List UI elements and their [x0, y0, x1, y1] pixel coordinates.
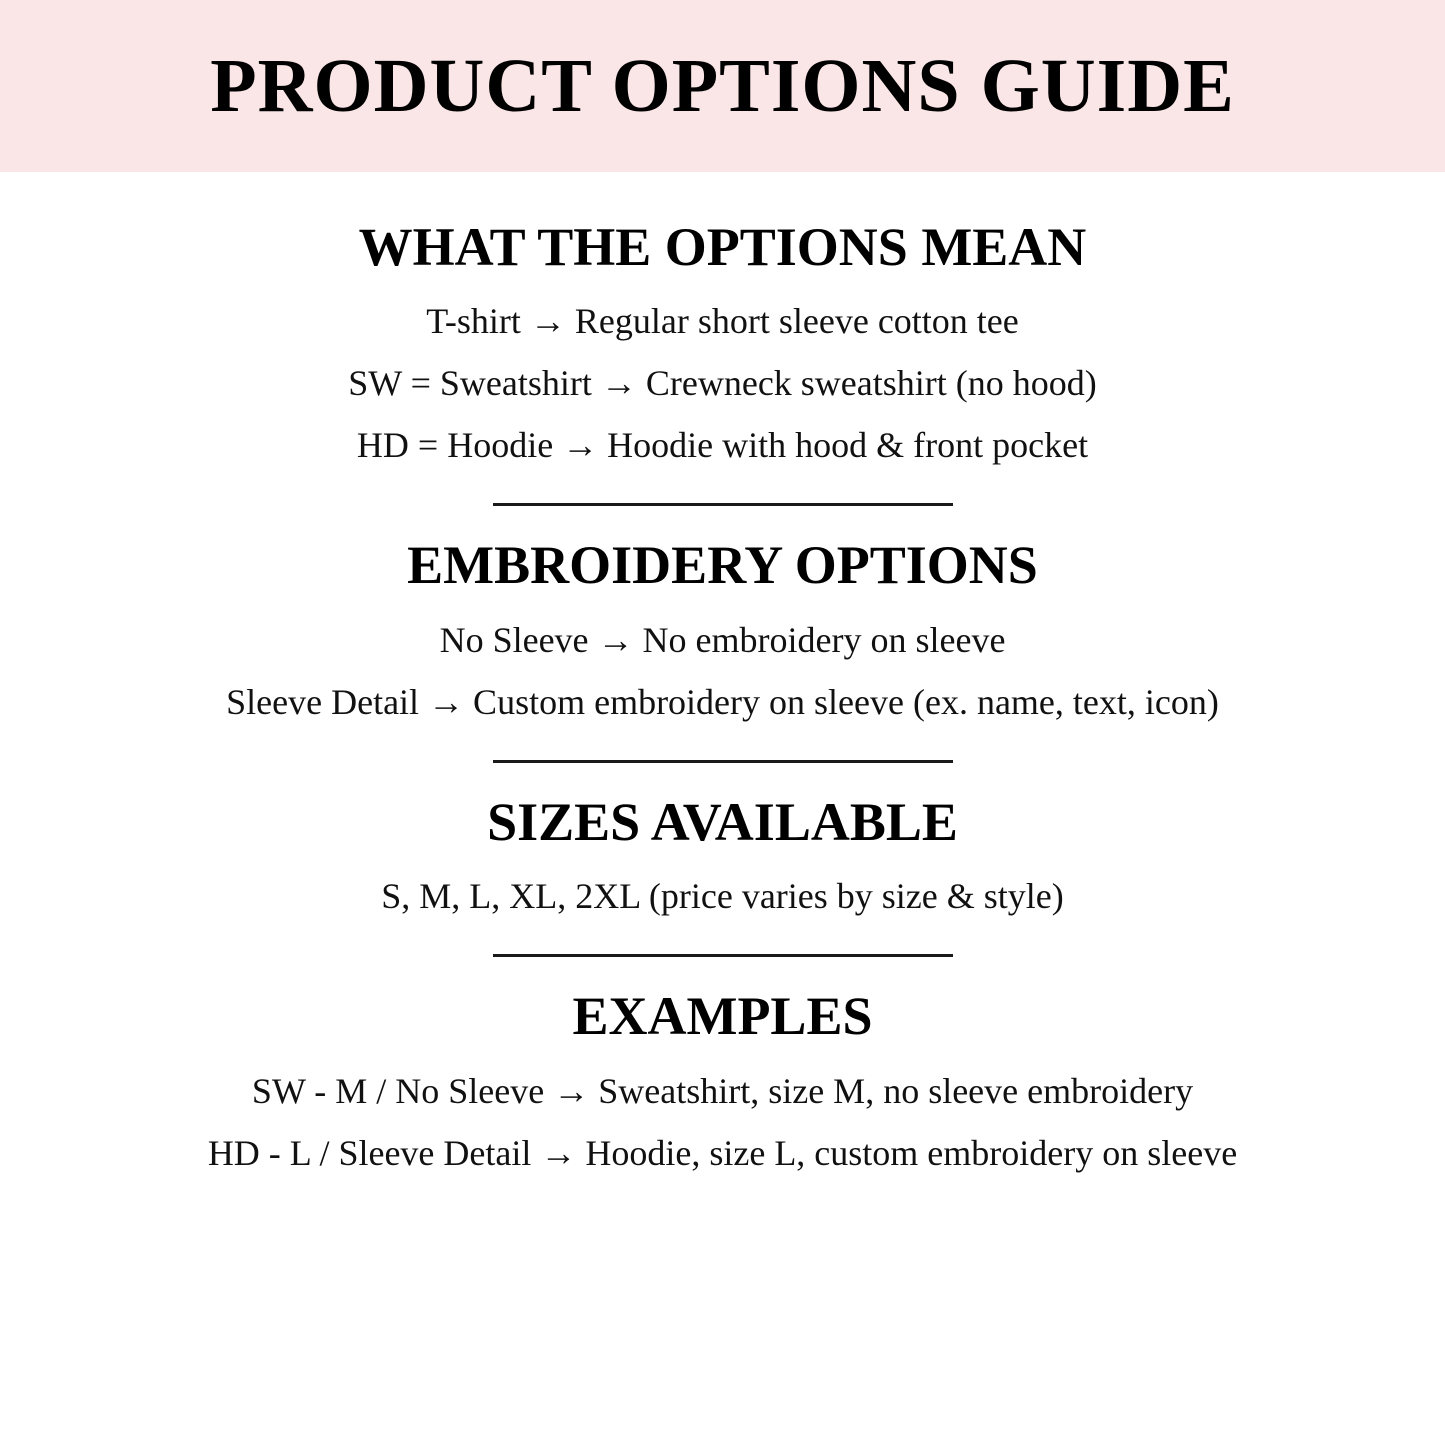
section-heading: EMBROIDERY OPTIONS [407, 535, 1038, 596]
guide-content [0, 172, 1445, 1445]
section-line: S, M, L, XL, 2XL (price varies by size & style) [381, 876, 1064, 917]
section-line: T-shirt → Regular short sleeve cotton tee [426, 301, 1019, 342]
section-heading: EXAMPLES [572, 986, 873, 1047]
section-embroidery-options [24, 506, 1421, 722]
section-line: HD - L / Sleeve Detail → Hoodie, size L, custom embroidery on sleeve [207, 1132, 1238, 1173]
section-line: No Sleeve → No embroidery on sleeve [439, 619, 1006, 660]
page-title: PRODUCT OPTIONS GUIDE [210, 44, 1235, 128]
section-line: SW = Sweatshirt → Crewneck sweatshirt (no hood) [348, 363, 1097, 404]
section-heading: WHAT THE OPTIONS MEAN [358, 217, 1087, 277]
section-line: SW - M / No Sleeve → Sweatshirt, size M, no sleeve embroidery [251, 1070, 1194, 1111]
section-line: HD = Hoodie → Hoodie with hood & front pocket [356, 425, 1089, 466]
header-banner [0, 0, 1445, 172]
section-sizes-available [24, 763, 1421, 917]
section-what-the-options-mean [24, 172, 1421, 466]
section-examples [24, 957, 1421, 1173]
section-line: Sleeve Detail → Custom embroidery on sleeve (ex. name, text, icon) [226, 681, 1219, 722]
section-heading: SIZES AVAILABLE [487, 791, 958, 852]
